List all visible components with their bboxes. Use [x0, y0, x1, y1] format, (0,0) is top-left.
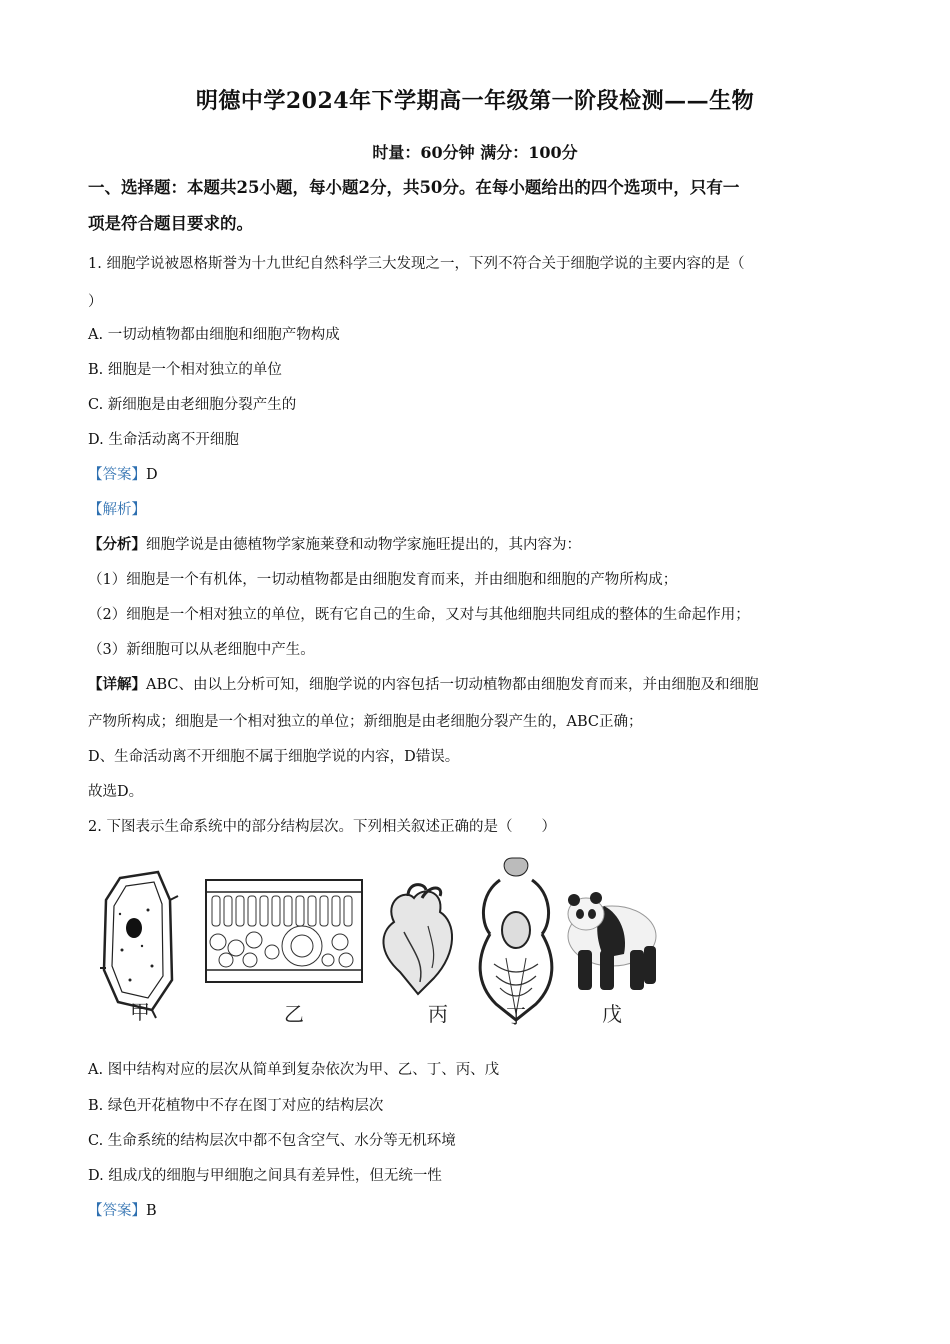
- q1-point-2: （2）细胞是一个相对独立的单位，既有它自己的生命，又对与其他细胞共同组成的整体的生命起作用；: [88, 607, 750, 623]
- fenxi-text: 细胞学说是由德植物学家施莱登和动物学家施旺提出的，其内容为：: [146, 537, 581, 553]
- section-heading-line1: 一、选择题：本题共25小题，每小题2分，共50分。在每小题给出的四个选项中，只有一: [88, 178, 740, 197]
- label-yi: 乙: [284, 1002, 304, 1026]
- heart-drawing: [383, 885, 452, 994]
- section-heading-line2: 项是符合题目要求的。: [88, 214, 253, 233]
- q2-option-a: A. 图中结构对应的层次从简单到复杂依次为甲、乙、丁、丙、戊: [88, 1062, 500, 1078]
- q2-option-b: B. 绿色开花植物中不存在图丁对应的结构层次: [88, 1098, 384, 1114]
- q1-stem: 1. 细胞学说被恩格斯誉为十九世纪自然科学三大发现之一，下列不符合关于细胞学说的主要内容的是（: [88, 256, 745, 272]
- q1-detail: [88, 673, 759, 694]
- q1-option-b: B. 细胞是一个相对独立的单位: [88, 362, 282, 378]
- q1-point-1: （1）细胞是一个有机体，一切动植物都是由细胞发育而来，并由细胞和细胞的产物所构成；: [88, 572, 678, 588]
- figure-drawings: [88, 852, 668, 1032]
- q2-option-c: C. 生命系统的结构层次中都不包含空气、水分等无机环境: [88, 1133, 456, 1149]
- answer-value: D: [146, 467, 158, 483]
- page-title: 明德中学2024年下学期高一年级第一阶段检测——生物: [195, 88, 755, 114]
- structure-levels-figure: [88, 852, 668, 1032]
- answer-tag: 【答案】: [88, 1203, 146, 1219]
- q2-stem: 2. 下图表示生命系统中的部分结构层次。下列相关叙述正确的是（ ）: [88, 819, 556, 835]
- fenxi-tag: 【分析】: [88, 536, 146, 553]
- panda-drawing: [568, 892, 656, 990]
- q1-point-3: （3）新细胞可以从老细胞中产生。: [88, 642, 315, 658]
- q1-detail-3: D、生命活动离不开细胞不属于细胞学说的内容，D错误。: [88, 749, 460, 765]
- answer-value: B: [146, 1203, 157, 1219]
- q1-fenxi: [88, 533, 581, 554]
- label-ding: 丁: [506, 1004, 526, 1028]
- detail-text-1: ABC、由以上分析可知，细胞学说的内容包括一切动植物都由细胞发育而来，并由细胞及和细胞: [146, 677, 759, 693]
- label-wu: 戊: [602, 1002, 622, 1026]
- q2-answer: [88, 1199, 157, 1220]
- q1-option-a: A. 一切动植物都由细胞和细胞产物构成: [88, 327, 340, 343]
- detail-tag: 【详解】: [88, 676, 146, 693]
- q1-stem-cont: ）: [88, 294, 103, 310]
- circulatory-system-drawing: [480, 858, 552, 1020]
- q1-answer: [88, 463, 158, 484]
- analysis-tag: 【解析】: [88, 502, 146, 518]
- q1-option-d: D. 生命活动离不开细胞: [88, 432, 239, 448]
- exam-time-score: 时量：60分钟 满分：100分: [372, 143, 578, 162]
- label-jia: 甲: [130, 1000, 150, 1024]
- q1-conclusion: 故选D。: [88, 784, 144, 800]
- q2-option-d: D. 组成戊的细胞与甲细胞之间具有差异性，但无统一性: [88, 1168, 442, 1184]
- q1-option-c: C. 新细胞是由老细胞分裂产生的: [88, 397, 297, 413]
- label-bing: 丙: [428, 1002, 448, 1026]
- q1-detail-2: 产物所构成；细胞是一个相对独立的单位；新细胞是由老细胞分裂产生的，ABC正确；: [88, 714, 643, 730]
- q1-analysis-tag: [88, 498, 146, 519]
- answer-tag: 【答案】: [88, 467, 146, 483]
- leaf-tissue-drawing: [206, 880, 362, 982]
